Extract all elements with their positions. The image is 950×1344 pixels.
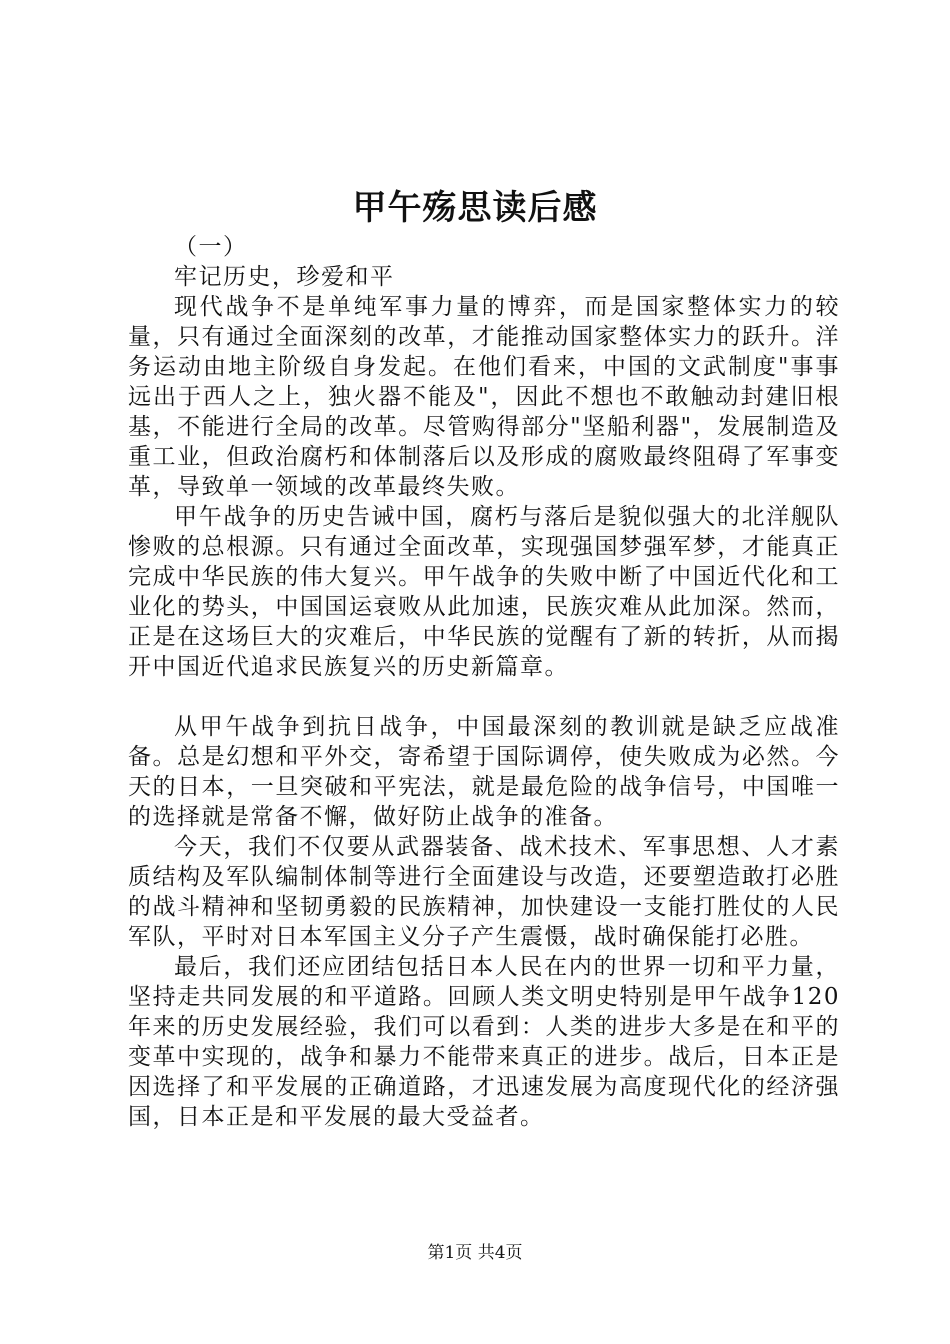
body-paragraph: 现代战争不是单纯军事力量的博弈，而是国家整体实力的较量，只有通过全面深刻的改革，才能推动国家整体实力的跃升。洋务运动由地主阶级自身发起。在他们看来，中国的文武制度"事事远出于西人之上，独火器不能及"，因此不想也不敢触动封建旧根基，不能进行全局的改革。尽管购得部分"坚船利器"，发展制造及重工业，但政治腐朽和体制落后以及形成的腐败最终阻碍了军事变革，导致单一领域的改革最终失败。 (128, 294, 840, 500)
body-paragraph: 今天，我们不仅要从武器装备、战术技术、军事思想、人才素质结构及军队编制体制等进行全面建设与改造，还要塑造敢打必胜的战斗精神和坚韧勇毅的民族精神，加快建设一支能打胜仗的人民军队，平时对日本军国主义分子产生震慑，战时确保能打必胜。 (128, 834, 840, 950)
body-paragraph: 从甲午战争到抗日战争，中国最深刻的教训就是缺乏应战准备。总是幻想和平外交，寄希望于国际调停，使失败成为必然。今天的日本，一旦突破和平宪法，就是最危险的战争信号，中国唯一的选择就是常备不懈，做好防止战争的准备。 (128, 714, 840, 830)
document-body (128, 232, 840, 1132)
paragraph-spacer (128, 682, 840, 712)
document-title: 甲午殇思读后感 (352, 188, 598, 228)
body-paragraph: 最后，我们还应团结包括日本人民在内的世界一切和平力量，坚持走共同发展的和平道路。回顾人类文明史特别是甲午战争120年来的历史发展经验，我们可以看到：人类的进步大多是在和平的变革中实现的，战争和暴力不能带来真正的进步。战后，日本正是因选择了和平发展的正确道路，才迅速发展为高度现代化的经济强国，日本正是和平发展的最大受益者。 (128, 954, 840, 1130)
section-marker: （一） (174, 234, 248, 260)
body-paragraph: 甲午战争的历史告诫中国，腐朽与落后是貌似强大的北洋舰队惨败的总根源。只有通过全面改革，实现强国梦强军梦，才能真正完成中华民族的伟大复兴。甲午战争的失败中断了中国近代化和工业化的势头，中国国运衰败从此加速，民族灾难从此加深。然而，正是在这场巨大的灾难后，中华民族的觉醒有了新的转折，从而揭开中国近代追求民族复兴的历史新篇章。 (128, 504, 840, 680)
section-subtitle: 牢记历史，珍爱和平 (174, 264, 395, 290)
page-footer: 第1页 共4页 (427, 1243, 523, 1263)
